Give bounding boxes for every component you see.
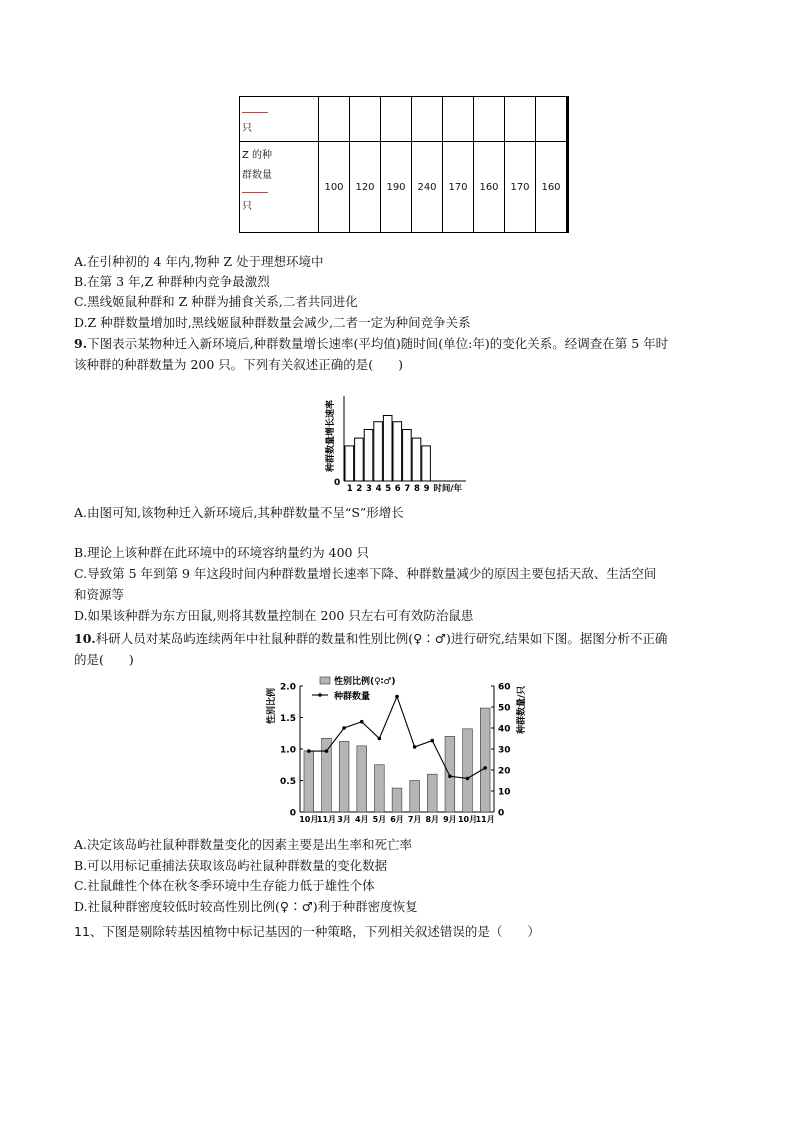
bar bbox=[355, 438, 364, 481]
q10-option-a: A.决定该岛屿社鼠种群数量变化的因素主要是出生率和死亡率 bbox=[74, 837, 413, 852]
x-tick-label: 6月 bbox=[390, 815, 404, 824]
red-underline bbox=[242, 192, 268, 193]
y-right-tick-label: 20 bbox=[498, 766, 511, 777]
x-tick-label: 5月 bbox=[372, 815, 387, 824]
y-right-tick-label: 60 bbox=[498, 682, 511, 693]
x-tick-label: 11月 bbox=[475, 815, 495, 824]
y-right-tick-label: 0 bbox=[498, 808, 505, 819]
sex-ratio-bar bbox=[445, 736, 455, 812]
sex-ratio-bar bbox=[375, 765, 385, 812]
population-point bbox=[307, 749, 311, 753]
x-tick-label: 10月 bbox=[457, 815, 478, 824]
red-underline bbox=[242, 112, 268, 113]
bar bbox=[403, 430, 412, 481]
sex-ratio-bar bbox=[339, 741, 349, 812]
q10-stem-line2: 的是( ) bbox=[74, 652, 134, 667]
q10-option-c: C.社鼠雌性个体在秋冬季环境中生存能力低于雄性个体 bbox=[74, 878, 375, 893]
sex-ratio-bar bbox=[304, 751, 314, 812]
q10-option-b: B.可以用标记重捕法获取该岛屿社鼠种群数量的变化数据 bbox=[74, 858, 388, 873]
table-row bbox=[240, 97, 568, 142]
table-cell: 170 bbox=[443, 142, 474, 233]
table-cell: 170 bbox=[505, 142, 536, 233]
x-tick-label: 9月 bbox=[443, 815, 457, 824]
population-point bbox=[430, 739, 434, 743]
q8-option-c: C.黑线姬鼠种群和 Z 种群为捕食关系,二者共同进化 bbox=[74, 294, 358, 309]
x-tick-label: 7月 bbox=[407, 815, 422, 824]
population-point bbox=[378, 737, 382, 741]
population-point bbox=[413, 745, 417, 749]
x-tick-label: 4月 bbox=[354, 815, 369, 824]
population-point bbox=[448, 775, 452, 779]
population-line bbox=[309, 697, 485, 779]
population-table bbox=[239, 96, 569, 233]
legend-bar-label: 性别比例(♀∶♂) bbox=[334, 677, 396, 687]
sex-ratio-bar bbox=[410, 781, 420, 813]
y-axis-label: 种群数量增长速率 bbox=[326, 399, 336, 472]
x-tick-label: 11月 bbox=[316, 815, 337, 824]
x-tick-label: 8月 bbox=[425, 815, 440, 824]
row2-unit: 只 bbox=[242, 201, 252, 212]
q9-number: 9. bbox=[74, 336, 88, 351]
y-left-tick-label: 2.0 bbox=[280, 682, 296, 693]
x-tick-label: 7 bbox=[404, 484, 411, 494]
y-right-tick-label: 40 bbox=[498, 724, 511, 735]
population-point bbox=[483, 766, 487, 770]
y-right-tick-label: 30 bbox=[498, 745, 511, 756]
q8-option-a: A.在引种初的 4 年内,物种 Z 处于理想环境中 bbox=[74, 254, 324, 269]
q10-number: 10. bbox=[74, 631, 96, 646]
x-tick-label: 4 bbox=[375, 484, 382, 494]
q10-stem-line1: 10.科研人员对某岛屿连续两年中社鼠种群的数量和性别比例(♀∶♂)进行研究,结果如下图。据图分析不正确 bbox=[74, 631, 668, 646]
x-tick-label: 2 bbox=[356, 484, 363, 494]
sex-ratio-population-chart bbox=[262, 672, 530, 832]
row2-label-line1: Z 的种 bbox=[242, 150, 273, 161]
q9-stem-line2: 该种群的种群数量为 200 只。下列有关叙述正确的是( ) bbox=[74, 357, 404, 372]
table-cell: 190 bbox=[381, 142, 412, 233]
table-cell: 160 bbox=[536, 142, 568, 233]
q9-option-d: D.如果该种群为东方田鼠,则将其数量控制在 200 只左右可有效防治鼠患 bbox=[74, 608, 474, 623]
y-left-tick-label: 0 bbox=[289, 808, 296, 819]
bar bbox=[374, 422, 383, 481]
q11-stem: 11、下图是剔除转基因植物中标记基因的一种策略，下列相关叙述错误的是（ ） bbox=[74, 924, 540, 939]
q10-option-d: D.社鼠种群密度较低时较高性别比例(♀∶♂)利于种群密度恢复 bbox=[74, 899, 418, 914]
x-axis-label: 时间/年 bbox=[433, 484, 463, 494]
q9-option-c-cont: 和资源等 bbox=[74, 587, 125, 602]
x-tick-label: 8 bbox=[414, 484, 420, 494]
sex-ratio-bar bbox=[463, 729, 473, 812]
legend-line-marker bbox=[318, 693, 322, 697]
sex-ratio-bar bbox=[357, 746, 367, 812]
population-point bbox=[360, 720, 364, 724]
q9-option-b: B.理论上该种群在此环境中的环境容纳量约为 400 只 bbox=[74, 545, 369, 560]
y-right-tick-label: 50 bbox=[498, 703, 511, 714]
x-tick-label: 9 bbox=[423, 484, 430, 494]
bar bbox=[345, 446, 354, 481]
x-tick-label: 5 bbox=[385, 484, 392, 494]
population-point bbox=[395, 695, 399, 699]
row2-header bbox=[240, 142, 319, 233]
sex-ratio-bar bbox=[480, 708, 490, 812]
x-tick-label: 3 bbox=[366, 484, 372, 494]
bar bbox=[422, 446, 431, 481]
sex-ratio-bar bbox=[427, 774, 437, 812]
population-point bbox=[325, 749, 329, 753]
table-cell: 100 bbox=[319, 142, 350, 233]
y-right-tick-label: 10 bbox=[498, 787, 511, 798]
row2-label-line2: 群数量 bbox=[242, 170, 272, 181]
table-cell: 160 bbox=[474, 142, 505, 233]
row1-unit: 只 bbox=[242, 123, 252, 134]
x-tick-label: 10月 bbox=[299, 815, 319, 824]
q9-option-a: A.由图可知,该物种迁入新环境后,其种群数量不呈“S”形增长 bbox=[74, 505, 404, 520]
y-right-axis-label: 种群数量/只 bbox=[517, 685, 527, 734]
y-left-axis-label: 性别比例 bbox=[267, 687, 277, 724]
q8-option-d: D.Z 种群数量增加时,黑线姬鼠种群数量会减少,二者一定为种间竞争关系 bbox=[74, 315, 471, 330]
x-tick-label: 3月 bbox=[337, 815, 351, 824]
origin-label: 0 bbox=[334, 478, 341, 488]
legend-bar-swatch bbox=[320, 677, 330, 684]
growth-rate-bar-chart bbox=[320, 388, 480, 498]
q8-option-b: B.在第 3 年,Z 种群种内竞争最激烈 bbox=[74, 274, 270, 289]
row1-header bbox=[240, 97, 319, 142]
table-cell: 120 bbox=[350, 142, 381, 233]
x-tick-label: 1 bbox=[346, 484, 353, 494]
bar bbox=[412, 438, 421, 481]
bar bbox=[383, 415, 392, 481]
legend-line-label: 种群数量 bbox=[334, 692, 371, 702]
y-left-tick-label: 0.5 bbox=[280, 777, 296, 787]
population-point bbox=[342, 726, 346, 730]
q9-stem-line1: 9.下图表示某物种迁入新环境后,种群数量增长速率(平均值)随时间(单位:年)的变化关系。经调查在第 5 年时 bbox=[74, 336, 669, 351]
x-tick-label: 6 bbox=[394, 484, 401, 494]
y-left-tick-label: 1.0 bbox=[280, 745, 296, 756]
y-left-tick-label: 1.5 bbox=[280, 714, 296, 724]
bar bbox=[393, 422, 402, 481]
bar bbox=[364, 430, 373, 481]
sex-ratio-bar bbox=[392, 788, 402, 812]
table-row bbox=[240, 142, 568, 233]
table-cell: 240 bbox=[412, 142, 443, 233]
q9-option-c: C.导致第 5 年到第 9 年这段时间内种群数量增长速率下降、种群数量减少的原因主要包括天敌、生活空间 bbox=[74, 566, 657, 581]
population-point bbox=[466, 777, 470, 781]
